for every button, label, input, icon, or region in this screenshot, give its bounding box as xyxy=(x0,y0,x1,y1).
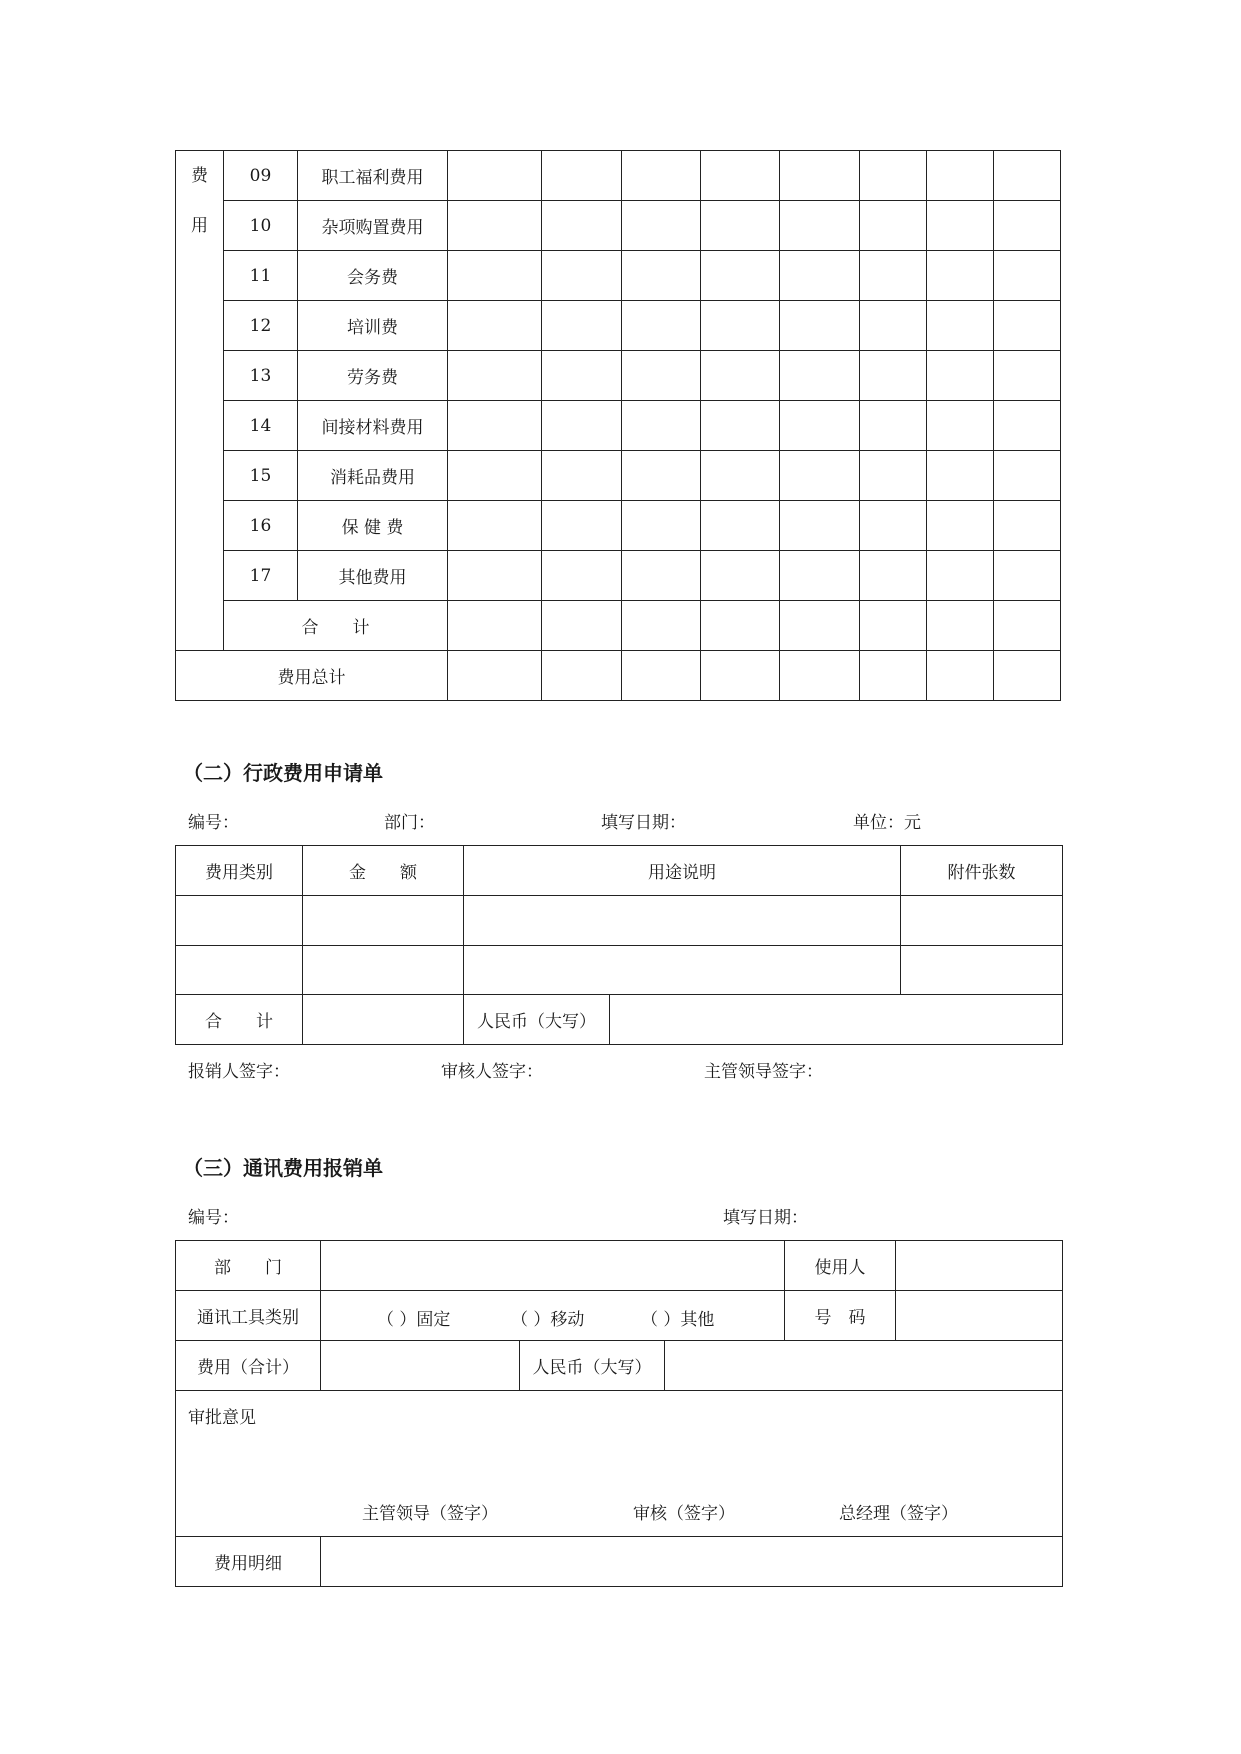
option-mobile[interactable]: （ ）移动 xyxy=(511,1310,585,1330)
row-number: 09 xyxy=(224,151,298,201)
admin-form-title: （二）行政费用申请单 xyxy=(183,761,383,785)
table-row xyxy=(176,301,1061,351)
detail-row xyxy=(176,1537,1063,1587)
table-row xyxy=(176,896,1063,946)
claimant-signature-label: 报销人签字： xyxy=(188,1062,290,1082)
comm-expense-table xyxy=(175,1240,1063,1587)
department-row xyxy=(176,1241,1063,1291)
table-row xyxy=(176,151,1061,201)
header-category: 费用类别 xyxy=(176,846,303,896)
phone-label: 号 码 xyxy=(785,1291,896,1341)
table-row xyxy=(176,251,1061,301)
table-header-row xyxy=(176,846,1063,896)
admin-department-label: 部门： xyxy=(384,813,435,833)
detail-input[interactable] xyxy=(321,1537,1063,1587)
row-item-name: 会务费 xyxy=(298,251,448,301)
rmb-label: 人民币（大写） xyxy=(520,1341,665,1391)
header-attachments: 附件张数 xyxy=(901,846,1063,896)
user-label: 使用人 xyxy=(785,1241,896,1291)
header-purpose: 用途说明 xyxy=(464,846,901,896)
rmb-label: 人民币（大写） xyxy=(464,995,610,1045)
side-label-char: 用 xyxy=(191,216,208,236)
subtotal-row xyxy=(176,601,1061,651)
table-row xyxy=(176,501,1061,551)
admin-expense-table xyxy=(175,845,1063,1045)
tool-type-options xyxy=(321,1291,785,1341)
department-label: 部 门 xyxy=(176,1241,321,1291)
header-amount: 金 额 xyxy=(303,846,464,896)
table-row xyxy=(176,946,1063,995)
row-item-name: 间接材料费用 xyxy=(298,401,448,451)
option-other[interactable]: （ ）其他 xyxy=(641,1310,715,1330)
total-row xyxy=(176,995,1063,1045)
row-item-name: 杂项购置费用 xyxy=(298,201,448,251)
row-number: 17 xyxy=(224,551,298,601)
admin-unit-label: 单位：元 xyxy=(853,813,921,833)
grand-total-label: 费用总计 xyxy=(176,651,448,701)
option-fixed[interactable]: （ ）固定 xyxy=(377,1310,451,1330)
side-label-char: 费 xyxy=(191,166,208,186)
row-item-name: 其他费用 xyxy=(298,551,448,601)
comm-fill-date-label: 填写日期： xyxy=(723,1208,808,1228)
rmb-input[interactable] xyxy=(665,1341,1063,1391)
gm-sign-label: 总经理（签字） xyxy=(839,1504,958,1524)
row-number: 16 xyxy=(224,501,298,551)
comm-number-label: 编号： xyxy=(188,1208,239,1228)
row-number: 14 xyxy=(224,401,298,451)
user-input[interactable] xyxy=(896,1241,1063,1291)
row-number: 15 xyxy=(224,451,298,501)
total-label: 合 计 xyxy=(176,995,303,1045)
row-item-name: 培训费 xyxy=(298,301,448,351)
tool-type-label: 通讯工具类别 xyxy=(176,1291,321,1341)
approval-row xyxy=(176,1391,1063,1537)
approval-area[interactable] xyxy=(176,1391,1063,1537)
comm-form-title: （三）通讯费用报销单 xyxy=(183,1156,383,1180)
side-label xyxy=(176,151,224,651)
fee-total-input[interactable] xyxy=(321,1341,520,1391)
fee-total-label: 费用（合计） xyxy=(176,1341,321,1391)
review-sign-label: 审核（签字） xyxy=(633,1504,735,1524)
fee-total-row xyxy=(176,1341,1063,1391)
department-input[interactable] xyxy=(321,1241,785,1291)
row-number: 12 xyxy=(224,301,298,351)
tool-type-row xyxy=(176,1291,1063,1341)
row-item-name: 劳务费 xyxy=(298,351,448,401)
reviewer-signature-label: 审核人签字： xyxy=(441,1062,543,1082)
supervisor-sign-label: 主管领导（签字） xyxy=(362,1504,498,1524)
admin-fill-date-label: 填写日期： xyxy=(601,813,686,833)
grand-total-row xyxy=(176,651,1061,701)
approval-label: 审批意见 xyxy=(188,1408,256,1428)
detail-label: 费用明细 xyxy=(176,1537,321,1587)
row-item-name: 保 健 费 xyxy=(298,501,448,551)
row-item-name: 职工福利费用 xyxy=(298,151,448,201)
row-item-name: 消耗品费用 xyxy=(298,451,448,501)
table-row xyxy=(176,401,1061,451)
phone-input[interactable] xyxy=(896,1291,1063,1341)
row-number: 11 xyxy=(224,251,298,301)
supervisor-signature-label: 主管领导签字： xyxy=(704,1062,823,1082)
row-number: 13 xyxy=(224,351,298,401)
admin-number-label: 编号： xyxy=(188,813,239,833)
subtotal-label: 合 计 xyxy=(224,601,448,651)
expense-table xyxy=(175,150,1061,701)
table-row xyxy=(176,451,1061,501)
table-row xyxy=(176,351,1061,401)
row-number: 10 xyxy=(224,201,298,251)
table-row xyxy=(176,201,1061,251)
table-row xyxy=(176,551,1061,601)
